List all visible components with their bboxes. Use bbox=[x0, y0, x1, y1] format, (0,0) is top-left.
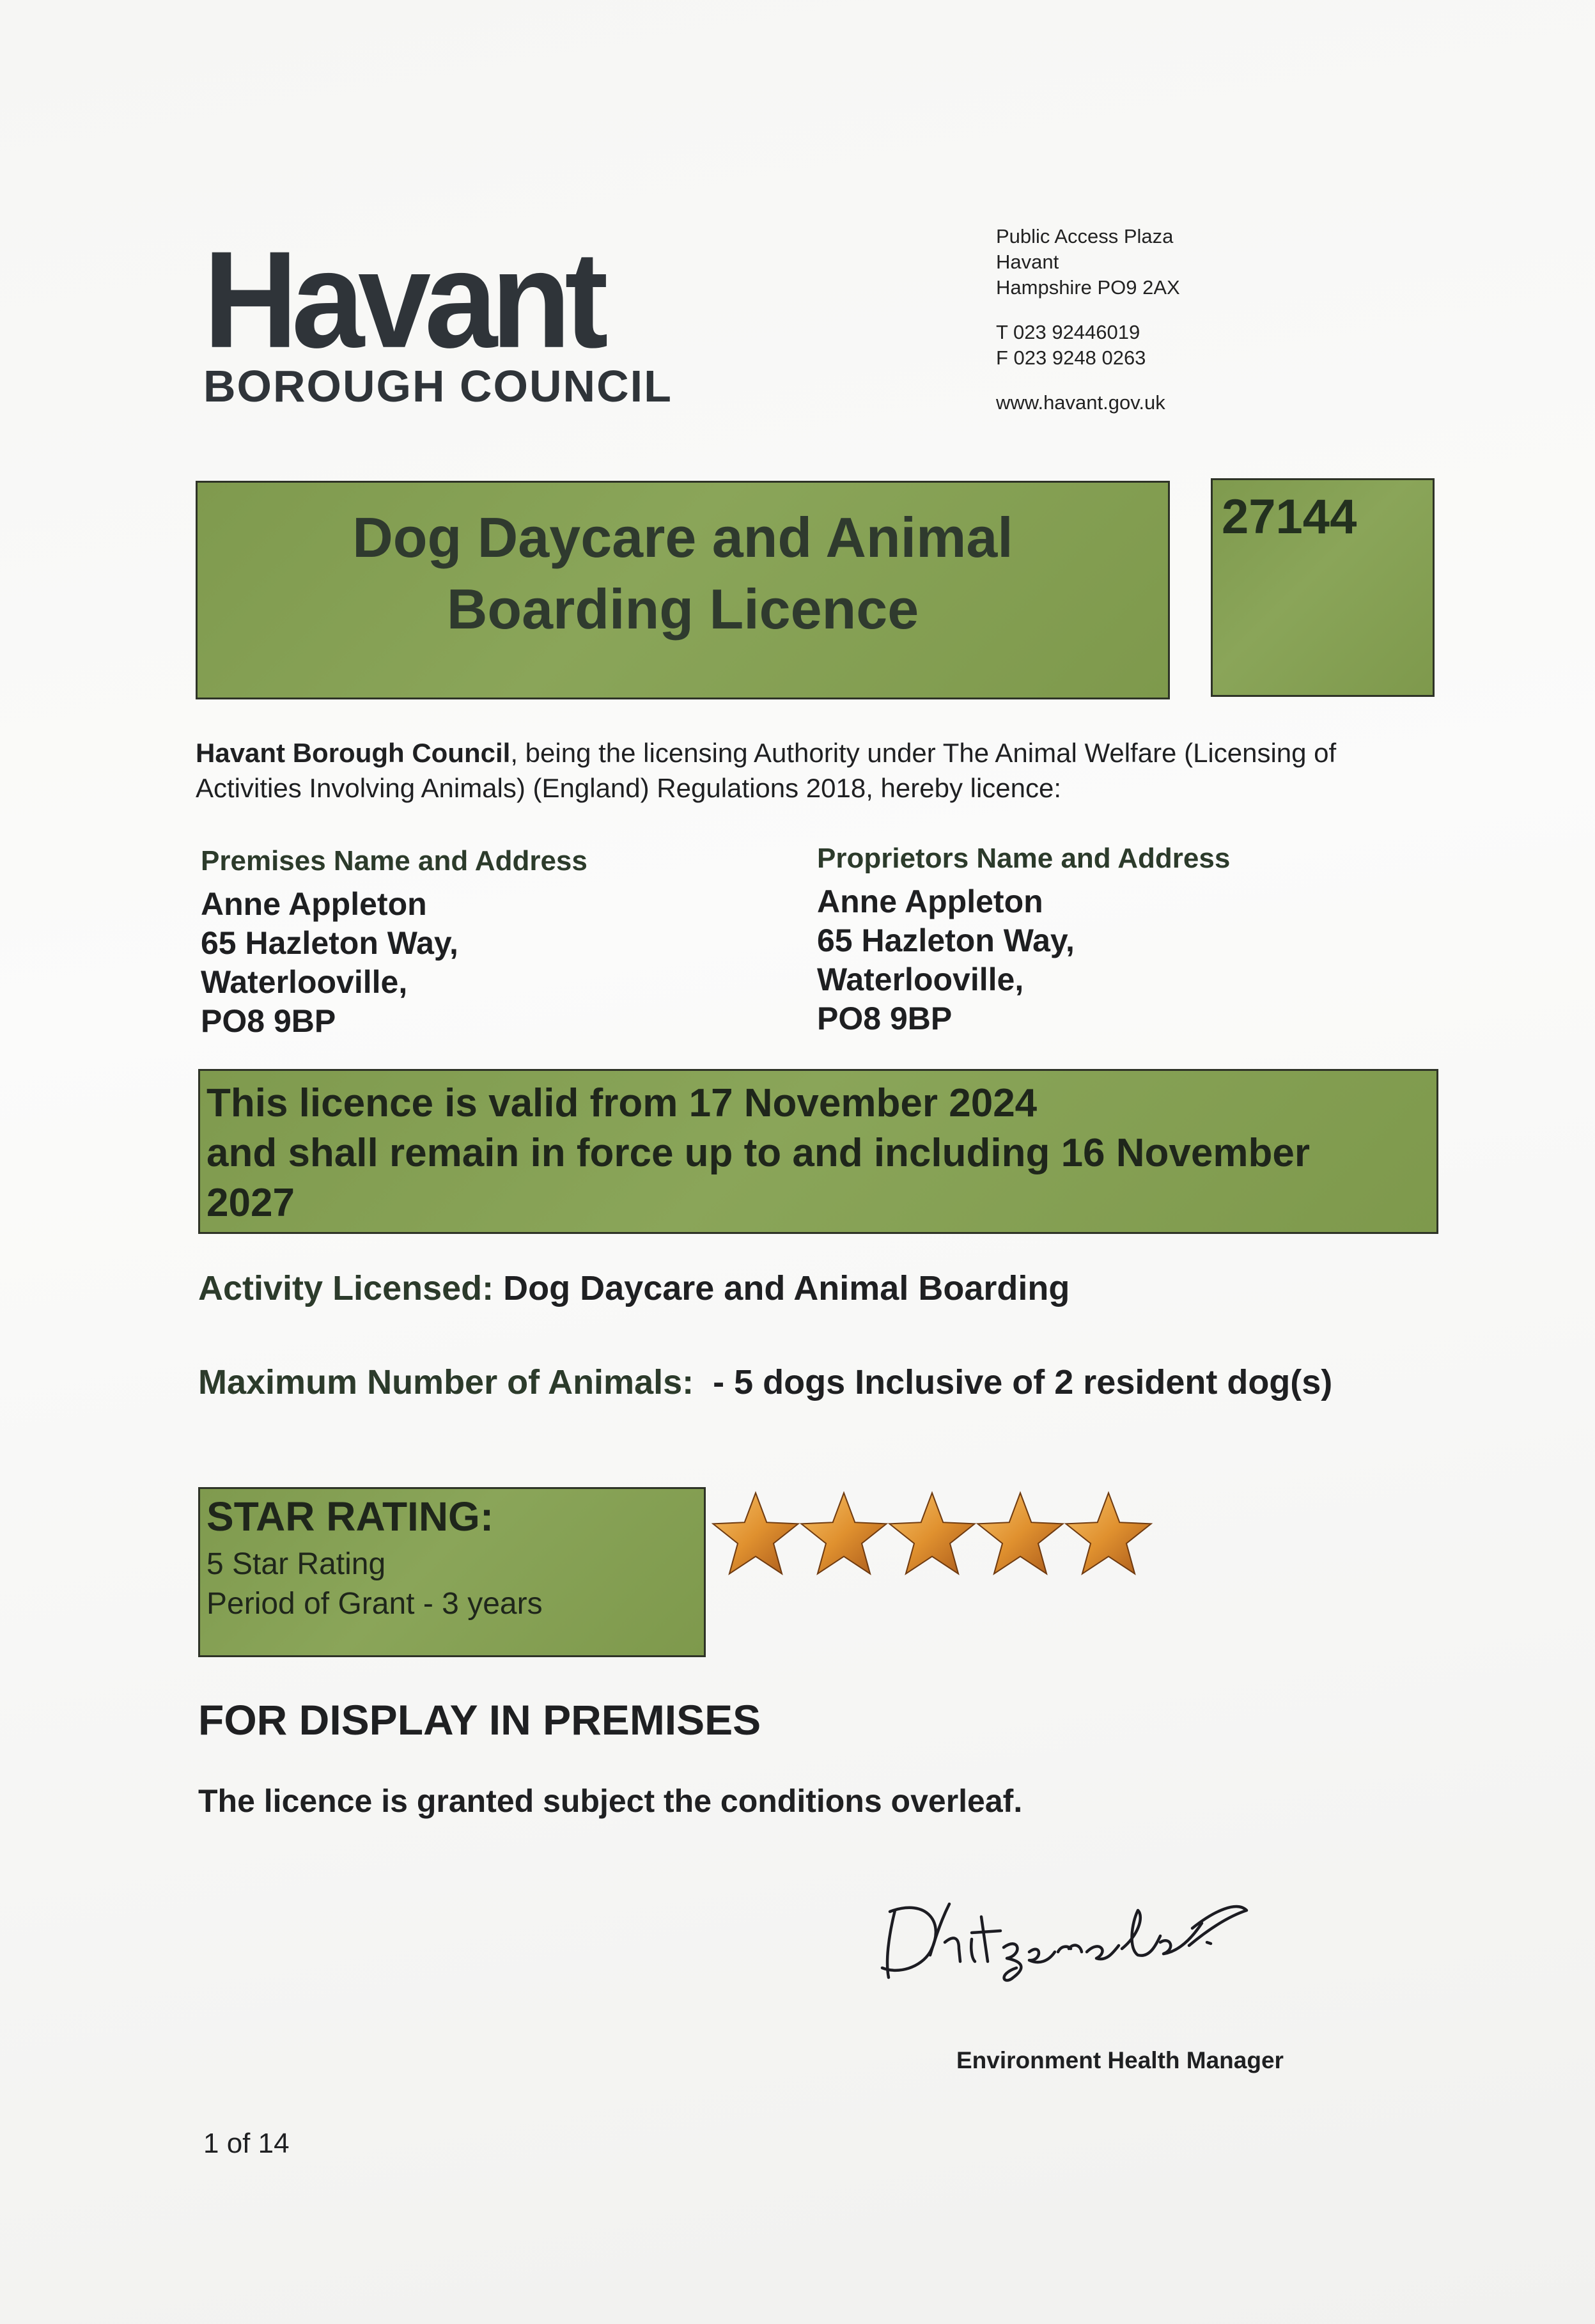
star-icon bbox=[713, 1493, 798, 1574]
proprietor-line: Waterlooville, bbox=[817, 962, 1024, 997]
proprietor-heading: Proprietors Name and Address bbox=[817, 843, 1231, 874]
proprietor-line: Anne Appleton bbox=[817, 884, 1043, 919]
star-icon bbox=[1066, 1493, 1151, 1574]
stars-graphic bbox=[711, 1490, 1158, 1586]
maximum-animals bbox=[198, 1361, 1445, 1404]
grant-period: Period of Grant - 3 years bbox=[206, 1587, 543, 1621]
activity-value: Dog Daycare and Animal Boarding bbox=[503, 1269, 1070, 1307]
validity-panel bbox=[198, 1069, 1438, 1234]
max-animals-value: - 5 dogs Inclusive of 2 resident dog(s) bbox=[713, 1363, 1333, 1401]
intro-text: , being the licensing Authority under The Animal Welfare (Licensing of Activities Involving Animals) (England) Regulations 2018, hereby licence: bbox=[196, 738, 1337, 803]
website-link: www.havant.gov.uk bbox=[996, 391, 1165, 414]
validity-line: 2027 bbox=[206, 1181, 295, 1225]
proprietor-line: PO8 9BP bbox=[817, 1001, 953, 1036]
star-rating-title: STAR RATING: bbox=[206, 1493, 494, 1540]
premises-line: 65 Hazleton Way, bbox=[201, 925, 458, 961]
address-line: Public Access Plaza bbox=[996, 225, 1174, 247]
licence-number: 27144 bbox=[1222, 490, 1357, 544]
validity-line: and shall remain in force up to and including 16 November bbox=[206, 1131, 1310, 1175]
council-logo bbox=[203, 222, 689, 412]
activity-label: Activity Licensed: bbox=[198, 1269, 494, 1307]
premises-line: Anne Appleton bbox=[201, 886, 427, 922]
fax-number: F 023 9248 0263 bbox=[996, 347, 1146, 369]
intro-paragraph bbox=[196, 735, 1436, 806]
premises-line: PO8 9BP bbox=[201, 1003, 336, 1039]
star-rating-line: 5 Star Rating bbox=[206, 1547, 386, 1581]
licence-number-panel bbox=[1211, 478, 1435, 697]
proprietor-line: 65 Hazleton Way, bbox=[817, 923, 1075, 958]
authority-name: Havant Borough Council bbox=[196, 738, 511, 768]
signatory-title: Environment Health Manager bbox=[956, 2047, 1284, 2073]
handwritten-signature-icon bbox=[869, 1872, 1266, 2000]
conditions-notice: The licence is granted subject the conditions overleaf. bbox=[198, 1783, 1023, 1819]
council-address bbox=[996, 224, 1180, 416]
licence-title-panel bbox=[196, 481, 1170, 699]
logo-wordmark: Havant bbox=[203, 222, 602, 377]
licence-title bbox=[198, 502, 1168, 645]
title-line: Boarding Licence bbox=[446, 577, 919, 641]
logo-subtitle: BOROUGH COUNCIL bbox=[203, 361, 673, 411]
address-line: Hampshire PO9 2AX bbox=[996, 276, 1180, 299]
star-icon bbox=[977, 1493, 1062, 1574]
premises-block bbox=[201, 845, 587, 1041]
proprietor-block bbox=[817, 843, 1230, 1038]
star-icon bbox=[801, 1493, 886, 1574]
max-animals-label: Maximum Number of Animals: bbox=[198, 1363, 694, 1401]
validity-line: This licence is valid from 17 November 2024 bbox=[206, 1081, 1038, 1125]
signature bbox=[869, 1872, 1266, 2003]
validity-text bbox=[206, 1079, 1430, 1228]
title-line: Dog Daycare and Animal bbox=[352, 506, 1013, 569]
phone-number: T 023 92446019 bbox=[996, 321, 1140, 343]
page-number: 1 of 14 bbox=[203, 2128, 290, 2159]
premises-heading: Premises Name and Address bbox=[201, 845, 587, 877]
star-icon bbox=[889, 1493, 974, 1574]
activity-licensed bbox=[198, 1268, 1070, 1308]
star-rating-panel bbox=[198, 1487, 706, 1657]
star-rating-stars bbox=[711, 1490, 1158, 1586]
address-line: Havant bbox=[996, 251, 1059, 273]
premises-line: Waterlooville, bbox=[201, 964, 408, 1000]
display-notice: FOR DISPLAY IN PREMISES bbox=[198, 1696, 761, 1743]
